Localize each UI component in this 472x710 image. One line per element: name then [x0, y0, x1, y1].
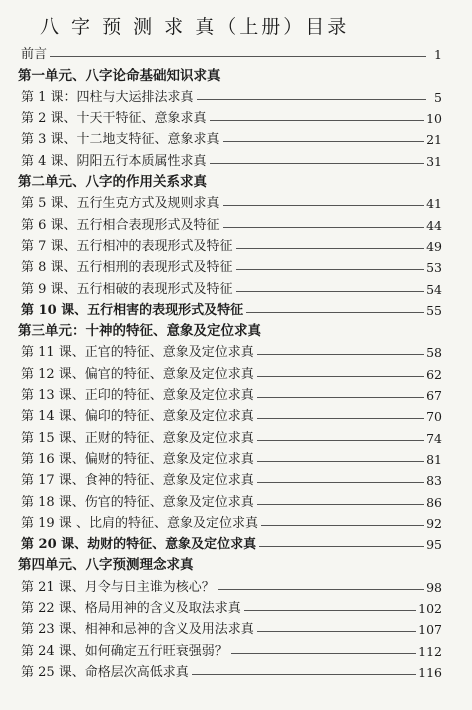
page-number: 10 — [426, 111, 442, 127]
entry-title: 第 2 课、十天干特征、意象求真 — [21, 111, 207, 127]
toc-entry — [18, 531, 442, 552]
toc-entry — [18, 382, 442, 403]
dot-leader — [257, 440, 424, 441]
entry-title: 第 17 课、食神的特征、意象及定位求真 — [21, 473, 254, 489]
entry-title: 第 21 课、月令与日主谁为核心？ — [21, 579, 215, 595]
toc-entry — [18, 211, 442, 232]
entry-title: 第 1 课：四柱与大运排法求真 — [21, 89, 194, 105]
page-title: 八 字 预 测 求 真（上册）目录 — [40, 16, 350, 38]
entry-title: 前言 — [21, 47, 48, 63]
dot-leader — [50, 56, 426, 57]
table-of-contents — [18, 41, 442, 680]
page-number: 112 — [418, 643, 442, 659]
page-number: 86 — [426, 494, 442, 510]
dot-leader — [257, 461, 424, 462]
page-number: 55 — [426, 302, 442, 318]
toc-entry — [18, 573, 442, 594]
unit-title: 第一单元、八字论命基础知识求真 — [18, 67, 221, 84]
dot-leader — [210, 163, 425, 164]
dot-leader — [236, 291, 425, 292]
unit-title: 第三单元：十神的特征、意象及定位求真 — [18, 323, 261, 340]
page-number: 83 — [426, 473, 442, 489]
entry-title: 第 23 课、相神和忌神的含义及用法求真 — [21, 622, 254, 638]
toc-entry — [18, 637, 442, 658]
page-number: 62 — [426, 366, 442, 382]
entry-title: 第 3 课、十二地支特征、意象求真 — [21, 132, 220, 148]
dot-leader — [236, 248, 425, 249]
toc-entry — [18, 233, 442, 254]
toc-entry — [18, 488, 442, 509]
toc-entry — [18, 126, 442, 147]
page-number: 98 — [426, 579, 442, 595]
page-number: 58 — [426, 345, 442, 361]
entry-title: 第 20 课、劫财的特征、意象及定位求真 — [21, 537, 257, 553]
entry-title: 第 5 课、五行生克方式及规则求真 — [21, 196, 220, 212]
toc-entry — [18, 510, 442, 531]
dot-leader — [223, 141, 425, 142]
entry-title: 第 24 课、如何确定五行旺衰强弱？ — [21, 643, 228, 659]
entry-title: 第 11 课、正官的特征、意象及定位求真 — [21, 345, 254, 361]
page-number: 107 — [418, 622, 442, 638]
dot-leader — [257, 504, 424, 505]
entry-title: 第 14 课、偏印的特征、意象及定位求真 — [21, 409, 254, 425]
dot-leader — [244, 610, 416, 611]
entry-title: 第 10 课、五行相害的表现形式及特征 — [21, 302, 244, 318]
entry-title: 第 12 课、偏官的特征、意象及定位求真 — [21, 366, 254, 382]
entry-title: 第 13 课、正印的特征、意象及定位求真 — [21, 388, 254, 404]
page-number: 92 — [426, 515, 442, 531]
toc-entry — [18, 467, 442, 488]
page-number: 21 — [426, 132, 442, 148]
toc-entry — [18, 275, 442, 296]
page-number: 81 — [426, 451, 442, 467]
toc-entry — [18, 659, 442, 680]
dot-leader — [223, 205, 425, 206]
toc-entry — [18, 297, 442, 318]
dot-leader — [231, 653, 416, 654]
unit-title: 第二单元、八字的作用关系求真 — [18, 174, 207, 191]
toc-entry — [18, 360, 442, 381]
toc-unit-heading — [18, 169, 442, 190]
toc-entry — [18, 446, 442, 467]
toc-entry — [18, 424, 442, 445]
entry-title: 第 9 课、五行相破的表现形式及特征 — [21, 281, 233, 297]
toc-entry — [18, 84, 442, 105]
page-number: 49 — [426, 238, 442, 254]
toc-entry — [18, 339, 442, 360]
page-number: 41 — [426, 196, 442, 212]
toc-unit-heading — [18, 318, 442, 339]
toc-entry — [18, 190, 442, 211]
toc-entry — [18, 254, 442, 275]
dot-leader — [257, 482, 424, 483]
page-number: 31 — [426, 153, 442, 169]
dot-leader — [192, 674, 416, 675]
dot-leader — [257, 354, 424, 355]
dot-leader — [223, 227, 425, 228]
toc-unit-heading — [18, 552, 442, 573]
entry-title: 第 7 课、五行相冲的表现形式及特征 — [21, 238, 233, 254]
dot-leader — [246, 312, 424, 313]
unit-title: 第四单元、八字预测理念求真 — [18, 557, 194, 574]
toc-entry — [18, 616, 442, 637]
entry-title: 第 18 课、伤官的特征、意象及定位求真 — [21, 494, 254, 510]
dot-leader — [259, 546, 424, 547]
page-number: 54 — [426, 281, 442, 297]
dot-leader — [236, 269, 425, 270]
entry-title: 第 25 课、命格层次高低求真 — [21, 664, 189, 680]
dot-leader — [210, 120, 425, 121]
toc-unit-heading — [18, 62, 442, 83]
toc-entry — [18, 105, 442, 126]
dot-leader — [218, 589, 424, 590]
page-number: 74 — [426, 430, 442, 446]
page-number: 67 — [426, 388, 442, 404]
dot-leader — [261, 525, 424, 526]
page-number: 1 — [434, 47, 442, 63]
page-number: 102 — [418, 601, 442, 617]
entry-title: 第 8 课、五行相刑的表现形式及特征 — [21, 260, 233, 276]
entry-title: 第 22 课、格局用神的含义及取法求真 — [21, 601, 241, 617]
toc-entry — [18, 403, 442, 424]
page-number: 116 — [418, 664, 442, 680]
entry-title: 第 19 课 、比肩的特征、意象及定位求真 — [21, 515, 258, 531]
page-number: 95 — [426, 537, 442, 553]
dot-leader — [257, 397, 424, 398]
entry-title: 第 4 课、阴阳五行本质属性求真 — [21, 153, 207, 169]
dot-leader — [257, 631, 416, 632]
page-number: 5 — [434, 89, 442, 105]
dot-leader — [197, 99, 426, 100]
entry-title: 第 6 课、五行相合表现形式及特征 — [21, 217, 220, 233]
dot-leader — [257, 376, 424, 377]
dot-leader — [257, 418, 424, 419]
page-number: 53 — [426, 260, 442, 276]
page-number: 44 — [426, 217, 442, 233]
entry-title: 第 15 课、正财的特征、意象及定位求真 — [21, 430, 254, 446]
toc-entry — [18, 595, 442, 616]
toc-entry — [18, 41, 442, 62]
page-number: 70 — [426, 409, 442, 425]
entry-title: 第 16 课、偏财的特征、意象及定位求真 — [21, 451, 254, 467]
toc-entry — [18, 147, 442, 168]
